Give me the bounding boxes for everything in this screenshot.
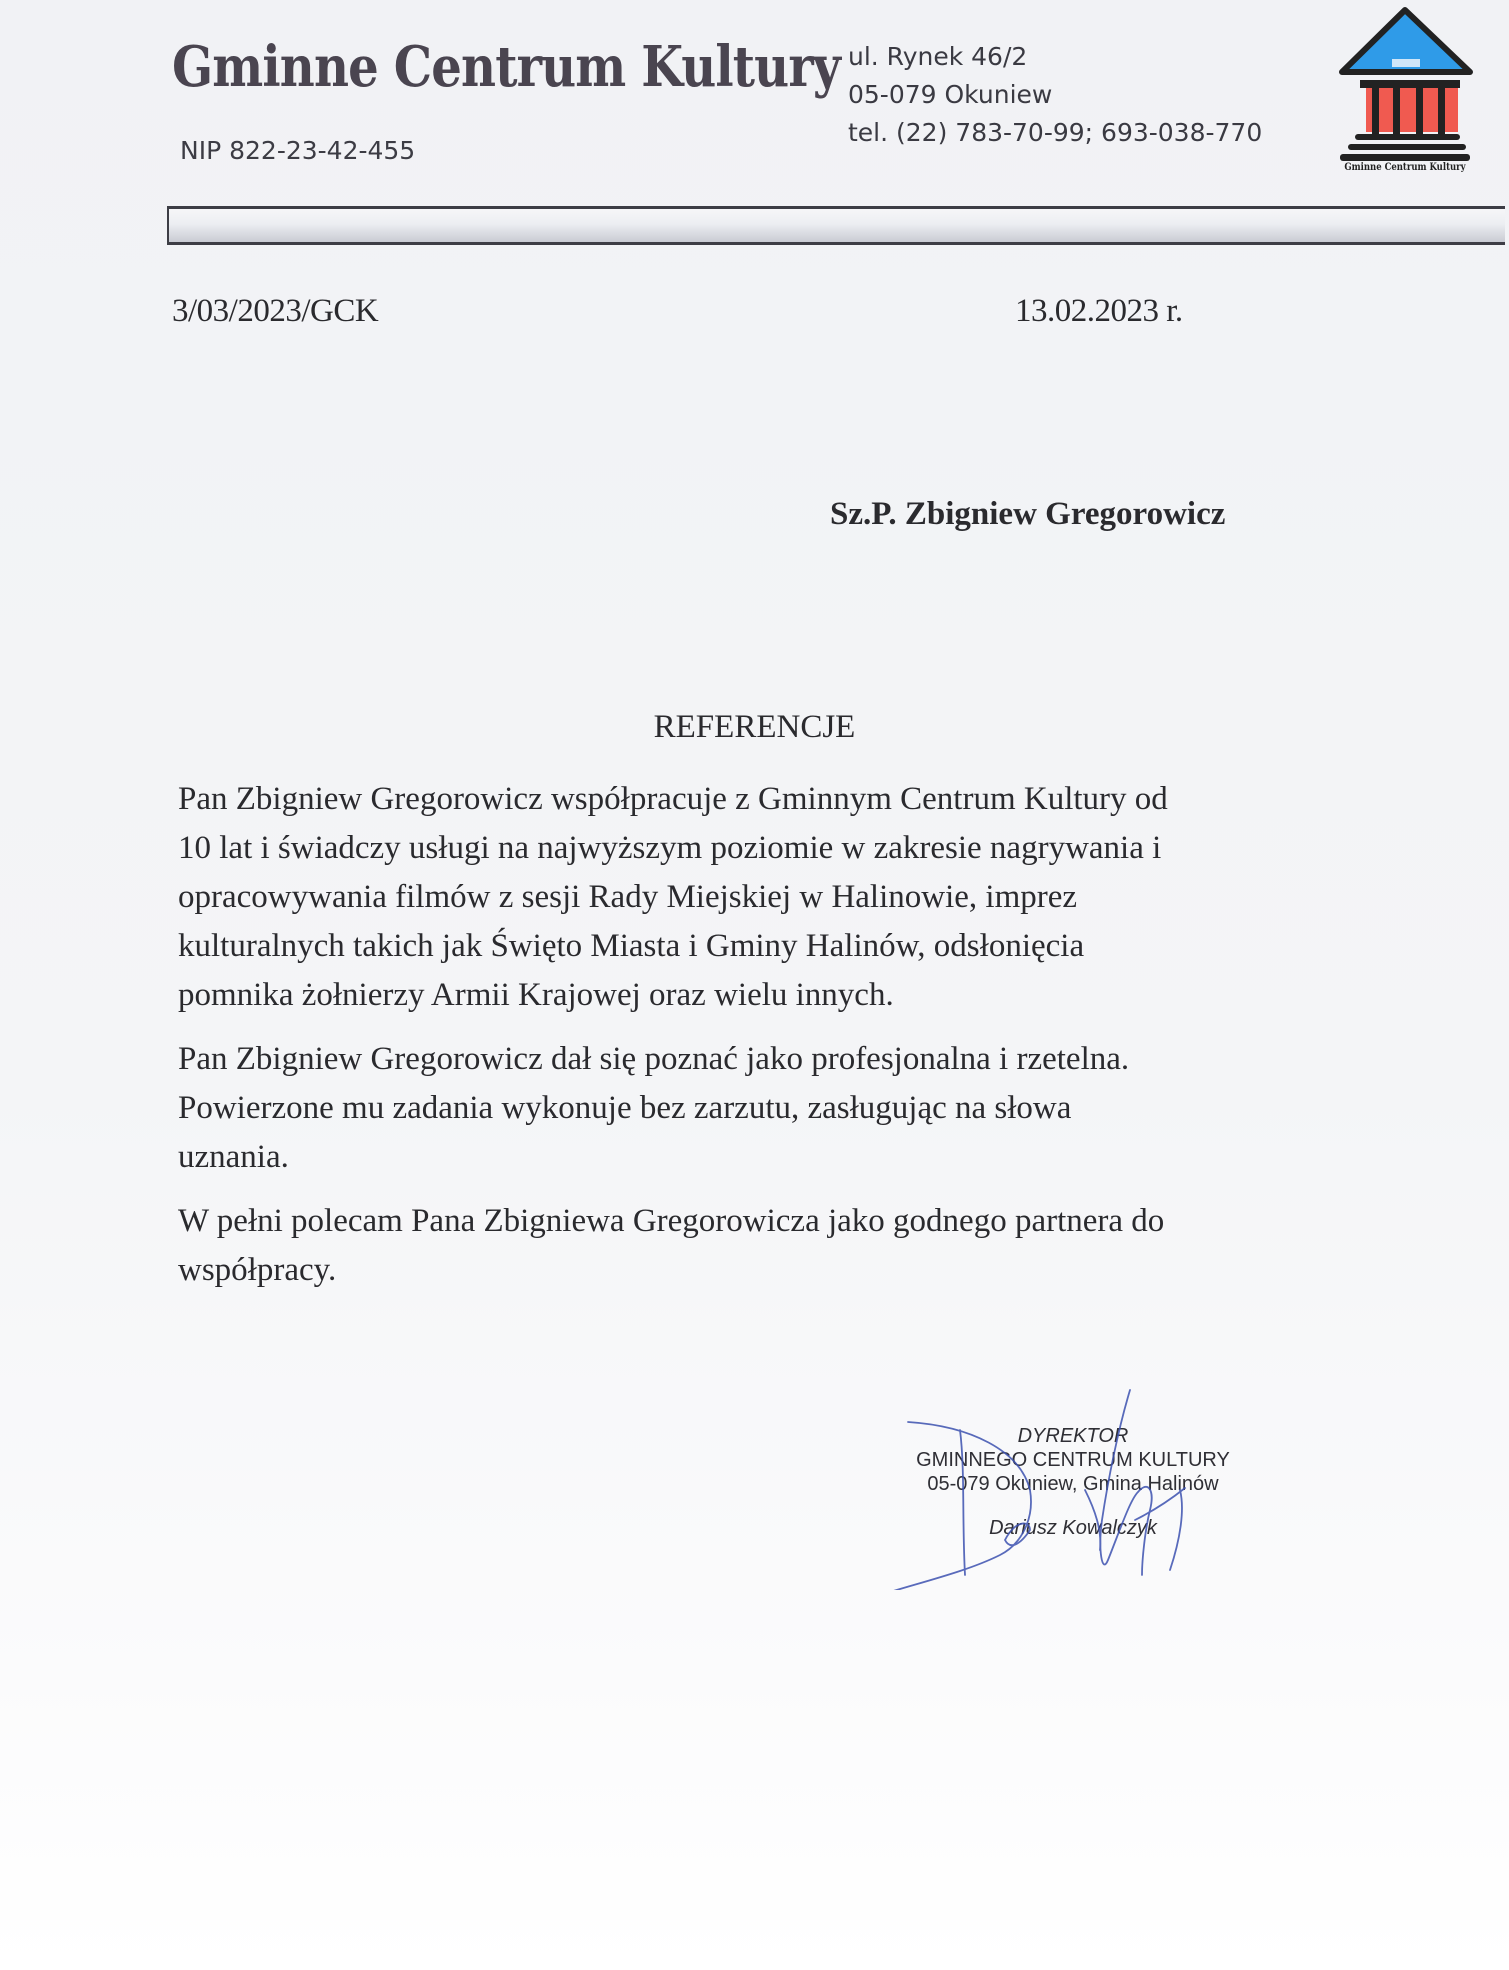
document-date: 13.02.2023 r. — [1015, 293, 1183, 329]
signatory-institution: GMINNEGO CENTRUM KULTURY — [916, 1449, 1230, 1471]
paragraph-1 — [178, 775, 1328, 1020]
signature-stamp — [893, 1424, 1253, 1540]
paragraph-2 — [178, 1035, 1328, 1182]
signatory-role: DYREKTOR — [1017, 1425, 1129, 1447]
address-phone: tel. (22) 783-70-99; 693-038-770 — [848, 118, 1263, 147]
address-block — [848, 38, 1262, 152]
paragraph-3 — [178, 1197, 1328, 1295]
text-line: W pełni polecam Pana Zbigniewa Gregorowicza jako godnego partnera do — [178, 1203, 1165, 1239]
temple-logo-icon — [1330, 4, 1480, 180]
logo-caption: Gminne Centrum Kultury — [1344, 162, 1466, 173]
text-line: Pan Zbigniew Gregorowicz dał się poznać jako profesjonalna i rzetelna. — [178, 1041, 1130, 1077]
recipient: Sz.P. Zbigniew Gregorowicz — [830, 496, 1226, 532]
reference-number: 3/03/2023/GCK — [172, 293, 379, 329]
text-line: pomnika żołnierzy Armii Krajowej oraz wielu innych. — [178, 977, 894, 1013]
letter-body — [178, 775, 1328, 1310]
tax-id: NIP 822-23-42-455 — [180, 136, 416, 165]
signatory-location: 05-079 Okuniew, Gmina Halinów — [927, 1473, 1219, 1495]
text-line: Powierzone mu zadania wykonuje bez zarzutu, zasługując na słowa — [178, 1090, 1072, 1126]
text-line: kulturalnych takich jak Święto Miasta i Gminy Halinów, odsłonięcia — [178, 928, 1085, 964]
text-line: opracowywania filmów z sesji Rady Miejskiej w Halinowie, imprez — [178, 879, 1078, 915]
text-line: 10 lat i świadczy usługi na najwyższym poziomie w zakresie nagrywania i — [178, 830, 1162, 866]
document-title: REFERENCJE — [653, 709, 856, 745]
text-line: uznania. — [178, 1139, 289, 1175]
address-street: ul. Rynek 46/2 — [848, 42, 1028, 71]
logo — [1330, 4, 1480, 180]
text-line: Pan Zbigniew Gregorowicz współpracuje z Gminnym Centrum Kultury od — [178, 781, 1168, 817]
signatory-name: Dariusz Kowalczyk — [989, 1517, 1157, 1539]
organization-title: Gminne Centrum Kultury — [172, 34, 840, 100]
address-city: 05-079 Okuniew — [848, 80, 1053, 109]
text-line: współpracy. — [178, 1252, 337, 1288]
header-divider-bar — [167, 206, 1505, 245]
